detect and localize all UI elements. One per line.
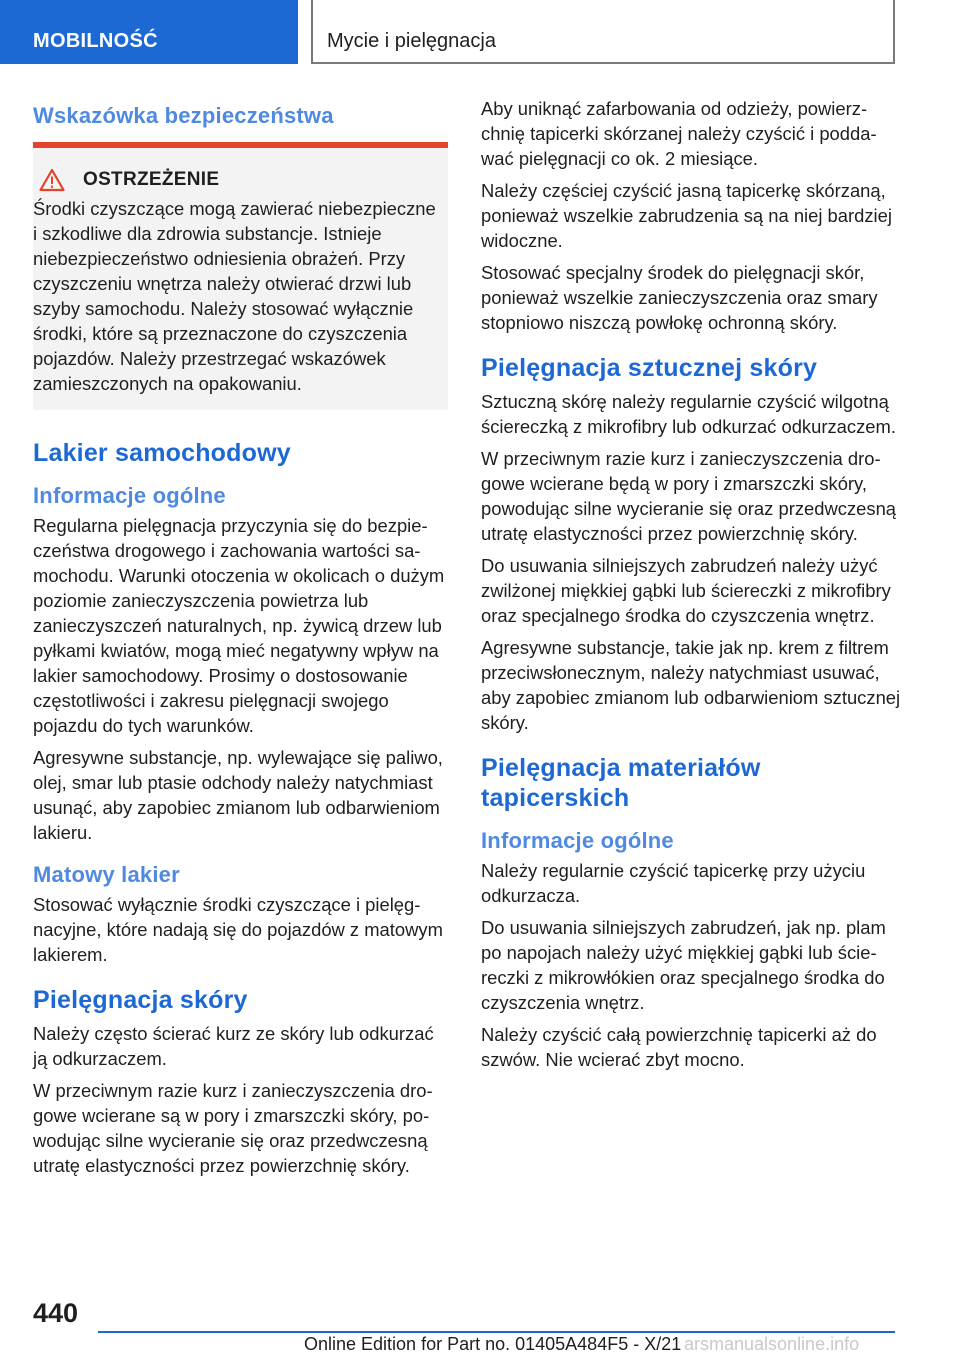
paragraph: Aby uniknąć zafarbowania od odzieży, powierzchnię tapicerki skórzanej należy czyścić i poddawać pielęgnacji co ok. 2 miesiące. (481, 98, 877, 169)
paint-heading: Lakier samochodowy (33, 439, 291, 467)
leather-care-heading: Pielęgnacja skóry (33, 986, 248, 1014)
footer-watermark: arsmanualsonline.info (684, 1334, 860, 1354)
page-number: 440 (33, 1298, 79, 1328)
paragraph: W przeciwnym razie kurz i zanieczyszczenia drogowe wcierane będą w pory i zmarszczki skóry, powodując silne wycieranie się oraz przedwczesną utratę elastyczności przez powierzchnię skóry. (481, 448, 897, 544)
section-tab (0, 0, 298, 64)
paragraph: Regularna pielęgnacja przyczynia się do bezpieczeństwa drogowego i zachowania wartości samochodu. Warunki otoczenia w okolicach o dużym poziomie zanieczyszczenia powietrza lub zanieczyszczeń naturalnych, np. żywicą drzew lub pyłkami kwiatów, mogą mieć negatywny wpływ na lakier samochodowy. Prosimy o dostosowanie częstotliwości i zakresu pielęgnacji swojego pojazdu do tych warunków. (33, 515, 445, 736)
matte-paint-heading: Matowy lakier (33, 862, 180, 887)
safety-heading: Wskazówka bezpieczeństwa (33, 103, 334, 128)
right-column (481, 96, 901, 1079)
paragraph: Stosować wyłącznie środki czyszczące i pielęgnacyjne, które nadają się do pojazdów z matowym lakierem. (33, 894, 443, 965)
section-title: MOBILNOŚĆ (33, 30, 158, 52)
warning-triangle-icon (39, 168, 65, 192)
footer-edition: Online Edition for Part no. 01405A484F5 - X/21 (304, 1334, 682, 1354)
warning-box (33, 142, 448, 410)
left-column (33, 96, 448, 1185)
footer-divider (98, 1331, 895, 1333)
paragraph: Do usuwania silniejszych zabrudzeń należy użyć zwilżonej miękkiej gąbki lub ściereczki z mikrofibry oraz specjalnego środka do czyszczenia wnętrz. (481, 555, 891, 626)
paragraph: Stosować specjalny środek do pielęgnacji skór, ponieważ wszelkie zanieczyszczenia oraz smary stopniowo niszczą powłokę ochronną skóry. (481, 262, 878, 333)
chapter-header (311, 0, 895, 64)
paragraph: Do usuwania silniejszych zabrudzeń, jak np. plam po napojach należy użyć miękkiej gąbki lub ściereczki z mikrowłókien oraz specjalnego środka do czyszczenia wnętrz. (481, 917, 886, 1013)
warning-header (33, 168, 436, 192)
synthetic-leather-heading: Pielęgnacja sztucznej skóry (481, 354, 818, 382)
general-info-heading: Informacje ogólne (33, 483, 226, 508)
warning-text: Środki czyszczące mogą zawierać niebezpieczne i szkodliwe dla zdrowia substancje. Istnieje niebezpieczeństwo odniesienia obrażeń. Przy czyszczeniu wnętrza należy otwierać drzwi lub szyby samochodu. Należy stosować wyłącznie środki, które są przeznaczone do czyszczenia pojazdów. Należy przestrzegać wskazówek zamieszczonych na opakowaniu. (33, 198, 436, 394)
paragraph: Należy regularnie czyścić tapicerkę przy użyciu odkurzacza. (481, 860, 866, 906)
warning-title: OSTRZEŻENIE (83, 169, 220, 190)
paragraph: Należy częściej czyścić jasną tapicerkę skórzaną, ponieważ wszelkie zabrudzenia są na niej bardziej widoczne. (481, 180, 892, 251)
paragraph: Sztuczną skórę należy regularnie czyścić wilgotną ściereczką z mikrofibry lub odkurzać odkurzaczem. (481, 391, 896, 437)
paragraph: Agresywne substancje, np. wylewające się paliwo, olej, smar lub ptasie odchody należy natychmiast usunąć, aby zapobiec zmianom lub odbarwieniom lakieru. (33, 747, 443, 843)
upholstery-heading: Pielęgnacja materiałów tapicerskich (481, 754, 761, 812)
paragraph: Należy często ścierać kurz ze skóry lub odkurzać ją odkurzaczem. (33, 1023, 434, 1069)
chapter-title: Mycie i pielęgnacja (327, 30, 496, 52)
paragraph: Agresywne substancje, takie jak np. krem z filtrem przeciwsłonecznym, należy natychmiast usuwać, aby zapobiec zmianom lub odbarwieniom sztucznej skóry. (481, 637, 901, 733)
paragraph: Należy czyścić całą powierzchnię tapicerki aż do szwów. Nie wcierać zbyt mocno. (481, 1024, 877, 1070)
upholstery-general-heading: Informacje ogólne (481, 828, 674, 853)
paragraph: W przeciwnym razie kurz i zanieczyszczenia drogowe wcierane są w pory i zmarszczki skóry, powodując silne wycieranie się oraz przedwczesną utratę elastyczności przez powierzchnię skóry. (33, 1080, 433, 1176)
